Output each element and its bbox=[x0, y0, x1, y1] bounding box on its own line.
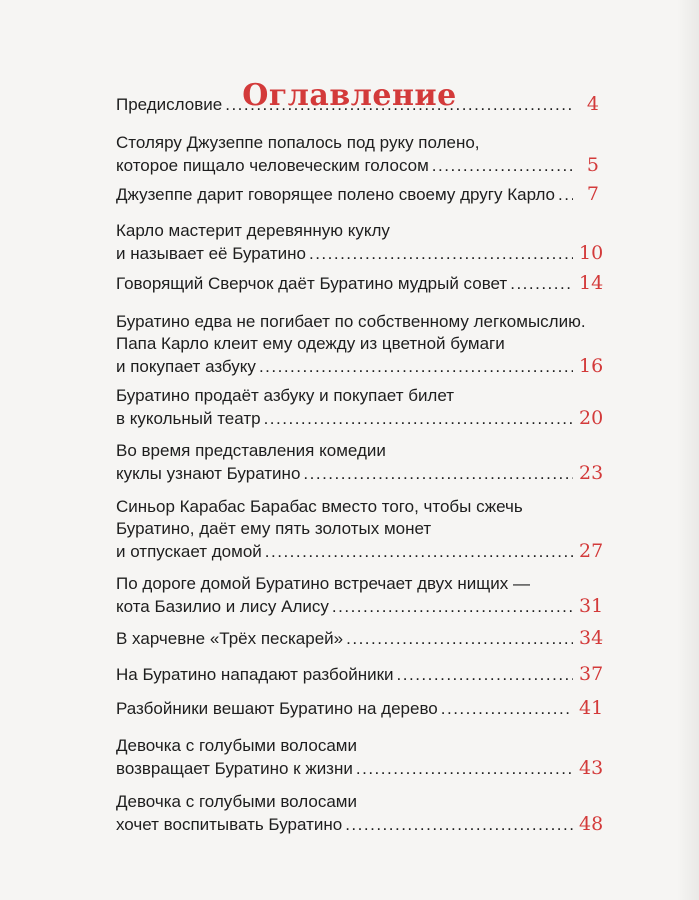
page-number: 41 bbox=[579, 697, 604, 719]
page-number: 23 bbox=[579, 462, 604, 484]
entry-text-line: Столяру Джузеппе попалось под руку полено, bbox=[116, 133, 480, 152]
page-number: 34 bbox=[579, 627, 604, 649]
dot-leader bbox=[225, 94, 573, 116]
toc-entry[interactable] bbox=[116, 663, 604, 686]
page-number: 43 bbox=[579, 757, 604, 779]
page-number: 31 bbox=[579, 595, 604, 617]
entry-text-line: в кукольный театр bbox=[116, 409, 261, 428]
dot-leader bbox=[558, 184, 573, 206]
toc-entry[interactable] bbox=[116, 791, 604, 836]
page-number: 37 bbox=[579, 663, 604, 685]
entry-text-line: Карло мастерит деревянную куклу bbox=[116, 221, 390, 240]
entry-text-line: Папа Карло клеит ему одежду из цветной бумаги bbox=[116, 334, 505, 353]
toc-entry[interactable] bbox=[116, 385, 604, 430]
entry-text-line: По дороге домой Буратино встречает двух нищих — bbox=[116, 574, 530, 593]
dot-leader bbox=[265, 541, 573, 563]
page-number: 27 bbox=[579, 540, 604, 562]
entry-text-line: Девочка с голубыми волосами bbox=[116, 736, 357, 755]
toc-entry[interactable] bbox=[116, 93, 599, 116]
entry-text-line: которое пищало человеческим голосом bbox=[116, 156, 429, 175]
page-number: 20 bbox=[579, 407, 604, 429]
dot-leader bbox=[346, 628, 573, 650]
entry-text-line: Девочка с голубыми волосами bbox=[116, 792, 357, 811]
toc-entry[interactable] bbox=[116, 272, 604, 295]
dot-leader bbox=[332, 596, 573, 618]
page-number: 7 bbox=[586, 183, 599, 205]
entry-text-line: Буратино продаёт азбуку и покупает билет bbox=[116, 386, 455, 405]
page-title: Оглавление bbox=[242, 78, 457, 114]
dot-leader bbox=[356, 758, 573, 780]
dot-leader bbox=[432, 155, 573, 177]
entry-text-line: Во время представления комедии bbox=[116, 441, 386, 460]
toc-entry[interactable] bbox=[116, 183, 599, 206]
entry-text-line: Разбойники вешают Буратино на дерево bbox=[116, 699, 438, 718]
entry-text-line: кота Базилио и лису Алису bbox=[116, 597, 329, 616]
entry-text-line: и отпускает домой bbox=[116, 542, 262, 561]
entry-text-line: Говорящий Сверчок даёт Буратино мудрый совет bbox=[116, 274, 508, 293]
page-number: 48 bbox=[579, 813, 604, 835]
page-number: 16 bbox=[579, 355, 604, 377]
entry-text-line: хочет воспитывать Буратино bbox=[116, 815, 343, 834]
page-edge-shadow bbox=[677, 0, 699, 900]
toc-entry[interactable] bbox=[116, 627, 604, 650]
entry-text-line: Буратино едва не погибает по собственному легкомыслию. bbox=[116, 312, 586, 331]
toc-entry[interactable] bbox=[116, 220, 604, 265]
page-number: 10 bbox=[579, 242, 604, 264]
dot-leader bbox=[259, 356, 573, 378]
page-number: 4 bbox=[586, 93, 599, 115]
dot-leader bbox=[510, 273, 573, 295]
toc-entry[interactable] bbox=[116, 735, 604, 780]
toc-entry[interactable] bbox=[116, 697, 604, 720]
entry-text-line: На Буратино нападают разбойники bbox=[116, 665, 394, 684]
dot-leader bbox=[441, 698, 573, 720]
page-number: 5 bbox=[586, 154, 599, 176]
dot-leader bbox=[264, 408, 573, 430]
page-number: 14 bbox=[579, 272, 604, 294]
dot-leader bbox=[345, 814, 573, 836]
dot-leader bbox=[397, 664, 573, 686]
entry-text-line: и покупает азбуку bbox=[116, 357, 256, 376]
toc-entry[interactable] bbox=[116, 440, 604, 485]
toc-entry[interactable] bbox=[116, 132, 599, 177]
toc-entry[interactable] bbox=[116, 496, 604, 563]
toc-entry[interactable] bbox=[116, 573, 604, 618]
entry-text-line: Джузеппе дарит говорящее полено своему другу Карло bbox=[116, 185, 556, 204]
entry-text-line: куклы узнают Буратино bbox=[116, 464, 301, 483]
entry-text-line: и называет её Буратино bbox=[116, 244, 306, 263]
entry-text-line: Синьор Карабас Барабас вместо того, чтобы сжечь bbox=[116, 497, 523, 516]
dot-leader bbox=[309, 243, 573, 265]
entry-text-line: возвращает Буратино к жизни bbox=[116, 759, 353, 778]
entry-text-line: В харчевне «Трёх пескарей» bbox=[116, 629, 344, 648]
toc-entry[interactable] bbox=[116, 311, 604, 378]
dot-leader bbox=[303, 463, 573, 485]
entry-text-line: Предисловие bbox=[116, 95, 223, 114]
entry-text-line: Буратино, даёт ему пять золотых монет bbox=[116, 519, 432, 538]
